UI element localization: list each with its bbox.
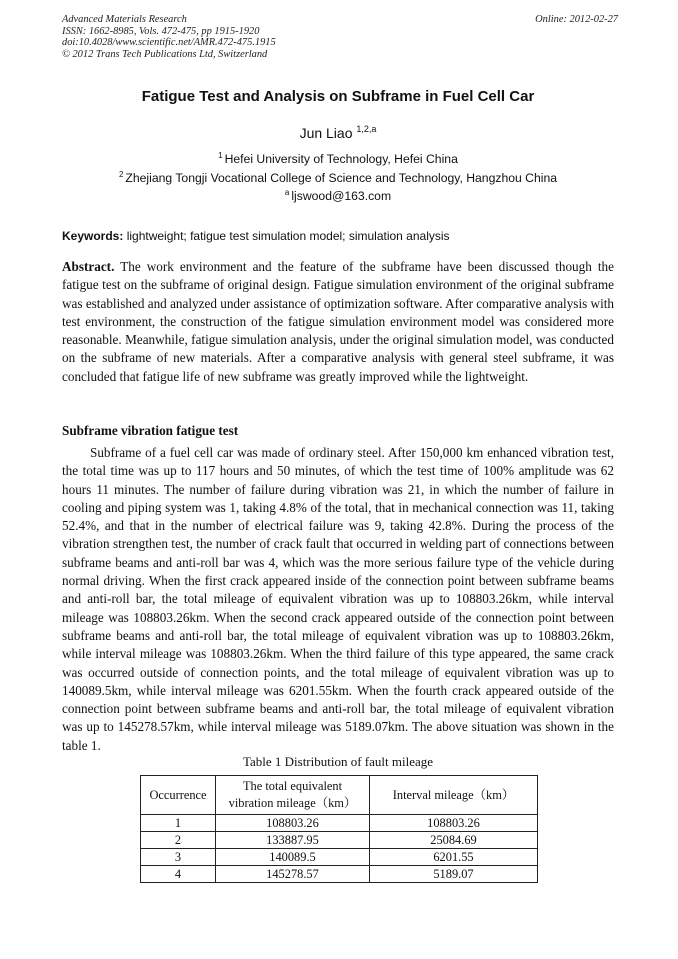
abstract-label: Abstract. [62, 259, 115, 274]
issn-line: ISSN: 1662-8985, Vols. 472-475, pp 1915-1920 [62, 25, 260, 37]
paper-title: Fatigue Test and Analysis on Subframe in Fuel Cell Car [141, 88, 535, 105]
table-cell: 3 [141, 849, 216, 866]
email-address: ljswood@163.com [291, 189, 392, 203]
abstract-text: The work environment and the feature of the subframe have been discussed though the fatigue test on the subframe of original design. Fatigue simulation environment of the original subframe was established and analyzed under assistance of optimization software. After comparative analysis with test environment, the construction of the fatigue simulation environment model was considered more reasonable. Meanwhile, fatigue simulation analysis, under the original simulation model, was conducted on the subframe of new materials. After a comparative analysis with general steel subframe, it was concluded that fatigue life of new subframe was greatly improved while the lightweight. [62, 259, 614, 384]
online-date: Online: 2012-02-27 [535, 14, 618, 25]
table-cell: 2 [141, 832, 216, 849]
table-cell: 145278.57 [216, 866, 370, 883]
affiliation-text: Hefei University of Technology, Hefei China [224, 152, 458, 166]
author-name: Jun Liao [299, 125, 353, 141]
table-header-row [141, 776, 538, 815]
header-interval-mileage: Interval mileage（km） [370, 776, 538, 815]
fault-mileage-table [140, 775, 538, 883]
author-line [62, 124, 614, 141]
affiliation-text: Zhejiang Tongji Vocational College of Science and Technology, Hangzhou China [125, 171, 558, 185]
abstract [62, 258, 614, 386]
doi-line: doi:10.4028/www.scientific.net/AMR.472-475.1915 [62, 37, 276, 49]
header-occurrence: Occurrence [141, 776, 216, 815]
table-cell: 5189.07 [370, 866, 538, 883]
table-row [141, 815, 538, 832]
table-cell: 4 [141, 866, 216, 883]
table-row [141, 832, 538, 849]
table-cell: 140089.5 [216, 849, 370, 866]
keywords [62, 229, 614, 243]
affiliation-1 [62, 151, 614, 166]
keywords-text: lightweight; fatigue test simulation model; simulation analysis [126, 229, 450, 243]
header-total-mileage: The total equivalent vibration mileage（km） [216, 776, 370, 815]
affiliation-email [62, 188, 614, 203]
affiliation-marker: 1 [218, 151, 223, 160]
table-cell: 6201.55 [370, 849, 538, 866]
journal-name: Advanced Materials Research [62, 14, 187, 25]
table-caption: Table 1 Distribution of fault mileage [242, 754, 434, 769]
table-row [141, 866, 538, 883]
section-paragraph: Subframe of a fuel cell car was made of ordinary steel. After 150,000 km enhanced vibration test, the total time was up to 117 hours and 50 minutes, of which the test time of 100% amplitude was 62 hours 11 minutes. The number of failure during vibration was 21, in which the number of failure in cooling and piping system was 1, taking 4.8% of the total, that in mechanical connection was 11, taking 52.4%, and that in the number of electrical failure was 9, taking 42.8%. During the process of the vibration strengthen test, the number of crack fault that occurred in welding part of connections between subframe beams and anti-roll bar was 4, which was the more serious failure type of the vehicle during normal driving. When the first crack appeared inside of the connection point between subframe beams and anti-roll bar, the total mileage of equivalent vibration was up to 108803.26km, while interval mileage was 108803.26km. When the second crack appeared outside of the connection point between subframe beams and anti-roll bar, the total mileage of equivalent vibration was up to 108803.26km, while interval mileage was 108803.26km. When the third failure of this type appeared, the same crack was occurred outside of connection points, and the total mileage of equivalent vibration was up to 140089.5km, while interval mileage was 6201.55km. When the fourth crack appeared outside of the connection point between subframe beams and anti-roll bar, the total mileage of equivalent vibration was up to 145278.57km, while interval mileage was 5189.07km. The above situation was shown in the table 1. [62, 445, 614, 753]
keywords-label: Keywords: [62, 229, 124, 243]
table-cell: 133887.95 [216, 832, 370, 849]
table-cell: 108803.26 [216, 815, 370, 832]
author-superscript: 1,2,a [356, 124, 377, 134]
table-row [141, 849, 538, 866]
table-cell: 108803.26 [370, 815, 538, 832]
publication-header [62, 14, 618, 60]
table-cell: 25084.69 [370, 832, 538, 849]
affiliation-2 [62, 170, 614, 185]
affiliation-marker: a [284, 188, 290, 197]
section-heading: Subframe vibration fatigue test [62, 423, 239, 438]
affiliation-marker: 2 [118, 170, 124, 179]
copyright-line: © 2012 Trans Tech Publications Ltd, Switzerland [62, 48, 268, 60]
table-cell: 1 [141, 815, 216, 832]
